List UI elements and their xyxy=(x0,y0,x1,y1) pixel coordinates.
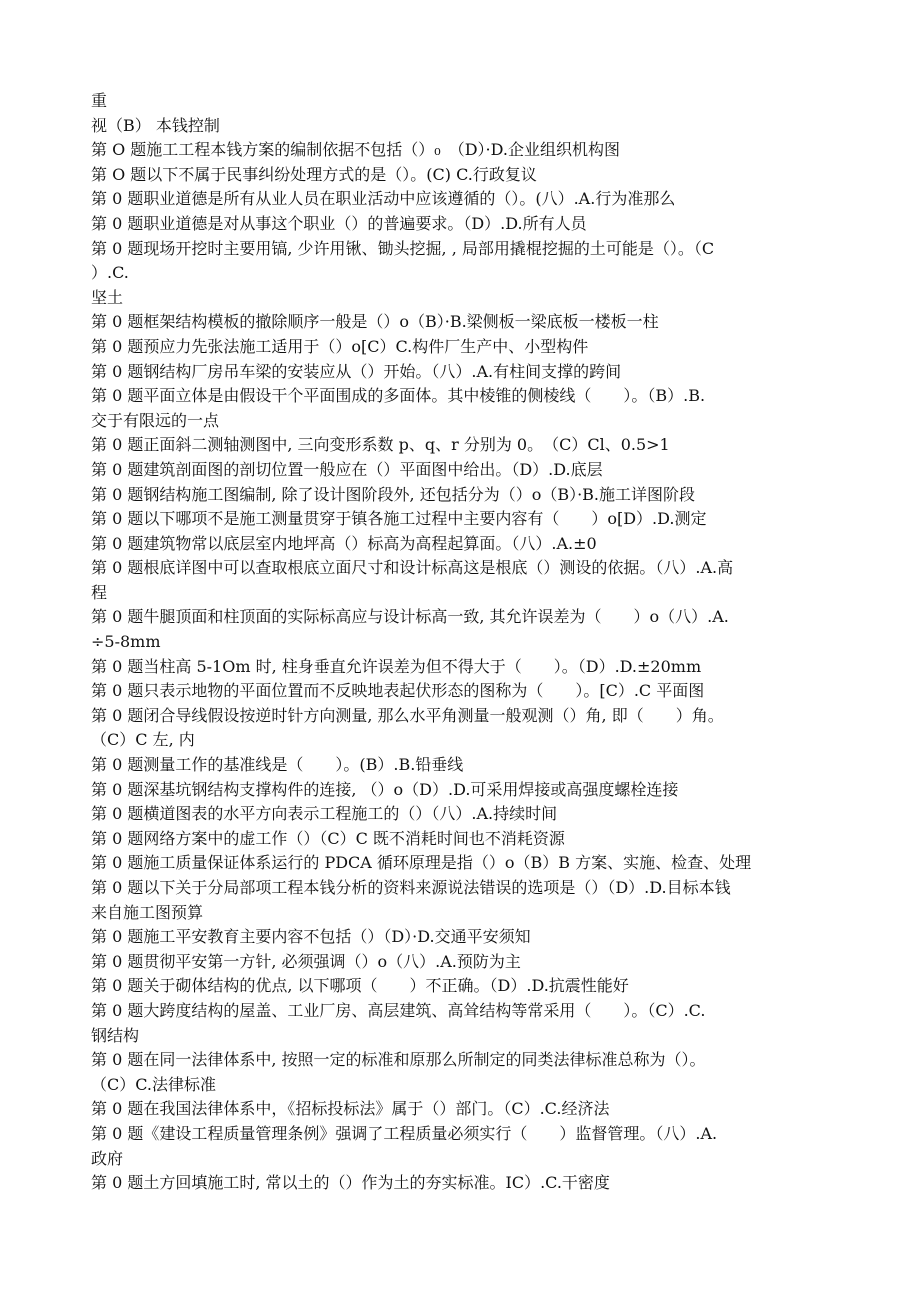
text-line: 第 O 题以下不属于民事纠纷处理方式的是（）。(C) C.行政复议 xyxy=(91,164,537,184)
text-line: 第 0 题在我国法律体系中，《招标投标法》属于（）部门。（C）.C.经济法 xyxy=(91,1099,610,1119)
text-line: 第 0 题预应力先张法施工适用于（）o[C）C.构件厂生产中、小型构件 xyxy=(91,336,589,356)
text-line: 第 0 题测量工作的基准线是（ ）。(B）.B.铅垂线 xyxy=(91,755,464,775)
text-line: 第 0 题钢结构施工图编制, 除了设计图阶段外, 还包括分为（）o（B）·B.施工详图阶段 xyxy=(91,484,696,504)
text-line: 第 0 题根底详图中可以查取根底立面尺寸和设计标高这是根底（）测设的依据。（八）.A.高 xyxy=(91,558,734,578)
text-line: 视（B） 本钱控制 xyxy=(91,115,220,135)
text-line: 重 xyxy=(91,91,108,110)
text-line: 第 0 题平面立体是由假设干个平面围成的多面体。其中棱锥的侧棱线（ ）。（B）.B. xyxy=(91,386,706,406)
text-line: ）.C. xyxy=(91,263,129,283)
text-line: 第 0 题建筑物常以底层室内地坪高（）标高为高程起算面。（八）.A.±0 xyxy=(91,533,597,553)
text-line: ÷5-8mm xyxy=(91,632,161,652)
text-line: 坚土 xyxy=(91,287,124,307)
text-line: 第 0 题网络方案中的虚工作（）（C）C 既不消耗时间也不消耗资源 xyxy=(91,828,565,848)
text-line: 第 0 题贯彻平安第一方针, 必须强调（）o（八）.A.预防为主 xyxy=(91,951,521,971)
text-line: 第 0 题大跨度结构的屋盖、工业厂房、高层建筑、高耸结构等常采用（ ）。（C）.C. xyxy=(91,1000,706,1020)
text-line: 钢结构 xyxy=(91,1025,140,1045)
text-line: 第 0 题以下关于分局部项工程本钱分析的资料来源说法错误的选项是（）（D）.D.目标本钱 xyxy=(91,878,731,897)
text-line: 第 0 题现场开挖时主要用镐, 少许用锹、锄头挖掘, , 局部用撬棍挖掘的土可能是（）。（C xyxy=(91,238,715,258)
text-line: 第 0 题施工平安教育主要内容不包括（）（D）·D.交通平安须知 xyxy=(91,927,531,947)
text-line: 第 0 题只表示地物的平面位置而不反映地表起伏形态的图称为（ ）。[C）.C 平面图 xyxy=(91,681,705,701)
text-line: 第 0 题关于砌体结构的优点, 以下哪项（ ）不正确。（D）.D.抗震性能好 xyxy=(91,976,629,996)
text-line: 第 0 题土方回填施工时, 常以土的（）作为土的夯实标准。IC）.C.干密度 xyxy=(91,1173,610,1193)
text-line: （C）C.法律标准 xyxy=(91,1074,217,1094)
text-line: 第 0 题施工质量保证体系运行的 PDCA 循环原理是指（）o（B）B 方案、实施、检查、处理 xyxy=(91,853,752,873)
text-line: 第 0 题当柱高 5-1Om 时, 柱身垂直允许误差为但不得大于（ ）。（D）.D.±20mm xyxy=(91,656,702,676)
text-line: 第 0 题《建设工程质量管理条例》强调了工程质量必须实行（ ）监督管理。（八）.A. xyxy=(91,1123,718,1143)
text-line: 第 O 题施工工程本钱方案的编制依据不包括（）₀ （D）·D.企业组织机构图 xyxy=(91,140,620,160)
text-line: 第 0 题闭合导线假设按逆时针方向测量, 那么水平角测量一般观测（）角, 即（ ）角。 xyxy=(91,705,724,725)
text-line: 第 0 题牛腿顶面和柱顶面的实际标高应与设计标高一致, 其允许误差为（ ）o（八）.A. xyxy=(91,607,729,627)
text-line: （C）C 左, 内 xyxy=(91,730,195,750)
text-line: 来自施工图预算 xyxy=(91,902,204,922)
text-line: 第 0 题在同一法律体系中, 按照一定的标准和原那么所制定的同类法律标准总称为（）。 xyxy=(91,1050,706,1070)
text-line: 第 0 题以下哪项不是施工测量贯穿于镇各施工过程中主要内容有（ ）o[D）.D.测定 xyxy=(91,509,707,529)
document-body xyxy=(91,89,831,1196)
text-line: 第 0 题建筑剖面图的剖切位置一般应在（）平面图中给出。（D）.D.底层 xyxy=(91,459,603,479)
text-line: 第 0 题深基坑钢结构支撑构件的连接, （）o（D）.D.可采用焊接或高强度螺栓连接 xyxy=(91,779,679,799)
text-line: 第 0 题正面斜二测轴测图中, 三向变形系数 p、q、r 分别为 0。 （C）Cl、0.5>1 xyxy=(91,435,670,455)
text-line: 第 0 题钢结构厂房吊车梁的安装应从（）开始。（八）.A.有柱间支撑的跨间 xyxy=(91,361,622,381)
text-line: 第 0 题横道图表的水平方向表示工程施工的（）（八）.A.持续时间 xyxy=(91,804,558,824)
text-line: 程 xyxy=(91,582,108,602)
text-line: 交于有限远的一点 xyxy=(91,410,220,430)
text-line: 政府 xyxy=(91,1148,124,1168)
text-line: 第 0 题框架结构模板的撤除顺序一般是（）o（B）·B.梁侧板一梁底板一楼板一柱 xyxy=(91,312,659,332)
text-line: 第 0 题职业道德是所有从业人员在职业活动中应该遵循的（）。(八）.A.行为准那么 xyxy=(91,189,676,209)
text-line: 第 0 题职业道德是对从事这个职业（）的普遍要求。（D）.D.所有人员 xyxy=(91,213,587,233)
